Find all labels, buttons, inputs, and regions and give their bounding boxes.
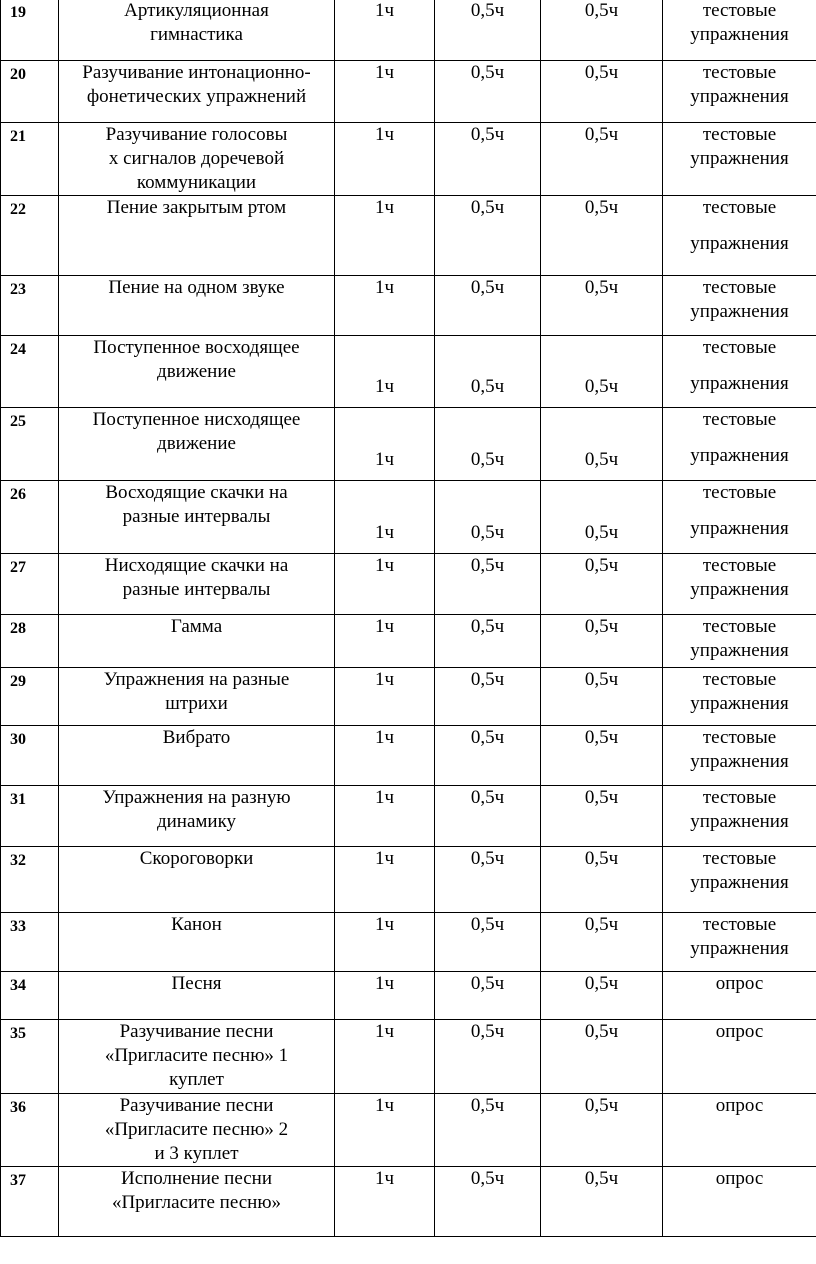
row-number: 35 — [1, 1020, 59, 1094]
table-row — [1, 276, 816, 336]
hours-total: 1ч — [335, 0, 435, 61]
hours-practice: 0,5ч — [541, 554, 663, 615]
control-form: тестовые упражнения — [663, 726, 816, 786]
hours-theory: 0,5ч — [435, 123, 541, 196]
hours-practice: 0,5ч — [541, 847, 663, 913]
control-form: тестовые упражнения — [663, 123, 816, 196]
hours-total: 1ч — [335, 913, 435, 972]
table-row — [1, 123, 816, 196]
hours-total: 1ч — [335, 972, 435, 1020]
row-number: 22 — [1, 196, 59, 276]
hours-theory: 0,5ч — [435, 554, 541, 615]
table-row — [1, 196, 816, 276]
hours-total: 1ч — [335, 615, 435, 668]
hours-total: 1ч — [335, 847, 435, 913]
table-row — [1, 913, 816, 972]
hours-practice: 0,5ч — [541, 1094, 663, 1167]
hours-total: 1ч — [335, 123, 435, 196]
table-row — [1, 408, 816, 481]
hours-theory: 0,5ч — [435, 972, 541, 1020]
hours-practice: 0,5ч — [541, 196, 663, 276]
lesson-topic: Артикуляционная гимнастика — [59, 0, 335, 61]
hours-total: 1ч — [335, 408, 435, 481]
hours-practice: 0,5ч — [541, 1167, 663, 1237]
hours-practice: 0,5ч — [541, 1020, 663, 1094]
row-number: 21 — [1, 123, 59, 196]
hours-theory: 0,5ч — [435, 913, 541, 972]
hours-total: 1ч — [335, 726, 435, 786]
table-row — [1, 1094, 816, 1167]
hours-theory: 0,5ч — [435, 276, 541, 336]
hours-theory: 0,5ч — [435, 0, 541, 61]
lesson-topic: Разучивание песни «Пригласите песню» 2 и 3 куплет — [59, 1094, 335, 1167]
control-form: тестовые упражнения — [663, 554, 816, 615]
hours-theory: 0,5ч — [435, 847, 541, 913]
row-number: 25 — [1, 408, 59, 481]
table-row — [1, 336, 816, 408]
row-number: 23 — [1, 276, 59, 336]
hours-practice: 0,5ч — [541, 336, 663, 408]
table-row — [1, 726, 816, 786]
table-row — [1, 786, 816, 847]
lesson-topic: Разучивание песни «Пригласите песню» 1 куплет — [59, 1020, 335, 1094]
row-number: 28 — [1, 615, 59, 668]
hours-theory: 0,5ч — [435, 786, 541, 847]
hours-practice: 0,5ч — [541, 972, 663, 1020]
hours-practice: 0,5ч — [541, 481, 663, 554]
hours-practice: 0,5ч — [541, 668, 663, 726]
row-number: 33 — [1, 913, 59, 972]
table-row — [1, 0, 816, 61]
hours-practice: 0,5ч — [541, 0, 663, 61]
table-row — [1, 1167, 816, 1237]
hours-theory: 0,5ч — [435, 336, 541, 408]
control-form: тестовые упражнения — [663, 196, 816, 276]
hours-theory: 0,5ч — [435, 196, 541, 276]
row-number: 37 — [1, 1167, 59, 1237]
control-form: опрос — [663, 1167, 816, 1237]
control-form: тестовые упражнения — [663, 786, 816, 847]
table-row — [1, 847, 816, 913]
hours-total: 1ч — [335, 336, 435, 408]
hours-theory: 0,5ч — [435, 726, 541, 786]
hours-total: 1ч — [335, 786, 435, 847]
row-number: 36 — [1, 1094, 59, 1167]
hours-theory: 0,5ч — [435, 1094, 541, 1167]
row-number: 19 — [1, 0, 59, 61]
row-number: 29 — [1, 668, 59, 726]
table-row — [1, 668, 816, 726]
hours-practice: 0,5ч — [541, 726, 663, 786]
lesson-topic: Поступенное нисходящее движение — [59, 408, 335, 481]
lesson-topic: Упражнения на разные штрихи — [59, 668, 335, 726]
control-form: тестовые упражнения — [663, 276, 816, 336]
lesson-topic: Поступенное восходящее движение — [59, 336, 335, 408]
hours-theory: 0,5ч — [435, 61, 541, 123]
control-form: опрос — [663, 972, 816, 1020]
row-number: 32 — [1, 847, 59, 913]
row-number: 30 — [1, 726, 59, 786]
hours-total: 1ч — [335, 196, 435, 276]
lesson-topic: Исполнение песни «Пригласите песню» — [59, 1167, 335, 1237]
row-number: 34 — [1, 972, 59, 1020]
lesson-topic: Скороговорки — [59, 847, 335, 913]
hours-practice: 0,5ч — [541, 123, 663, 196]
hours-total: 1ч — [335, 1167, 435, 1237]
hours-total: 1ч — [335, 61, 435, 123]
hours-total: 1ч — [335, 1094, 435, 1167]
control-form: опрос — [663, 1094, 816, 1167]
row-number: 31 — [1, 786, 59, 847]
lesson-topic: Пение на одном звуке — [59, 276, 335, 336]
hours-practice: 0,5ч — [541, 913, 663, 972]
table-row — [1, 1020, 816, 1094]
hours-theory: 0,5ч — [435, 1167, 541, 1237]
hours-practice: 0,5ч — [541, 615, 663, 668]
table-row — [1, 481, 816, 554]
lesson-topic: Песня — [59, 972, 335, 1020]
control-form: тестовые упражнения — [663, 913, 816, 972]
row-number: 27 — [1, 554, 59, 615]
row-number: 26 — [1, 481, 59, 554]
hours-theory: 0,5ч — [435, 481, 541, 554]
hours-total: 1ч — [335, 1020, 435, 1094]
hours-practice: 0,5ч — [541, 276, 663, 336]
table-row — [1, 554, 816, 615]
control-form: тестовые упражнения — [663, 481, 816, 554]
control-form: тестовые упражнения — [663, 615, 816, 668]
table-row — [1, 61, 816, 123]
control-form: тестовые упражнения — [663, 408, 816, 481]
hours-practice: 0,5ч — [541, 786, 663, 847]
hours-total: 1ч — [335, 554, 435, 615]
control-form: опрос — [663, 1020, 816, 1094]
control-form: тестовые упражнения — [663, 336, 816, 408]
hours-practice: 0,5ч — [541, 61, 663, 123]
table-row — [1, 972, 816, 1020]
control-form: тестовые упражнения — [663, 668, 816, 726]
control-form: тестовые упражнения — [663, 847, 816, 913]
lesson-topic: Разучивание голосовы х сигналов доречевой коммуникации — [59, 123, 335, 196]
lesson-topic: Упражнения на разную динамику — [59, 786, 335, 847]
hours-total: 1ч — [335, 481, 435, 554]
row-number: 24 — [1, 336, 59, 408]
hours-total: 1ч — [335, 276, 435, 336]
lesson-topic: Нисходящие скачки на разные интервалы — [59, 554, 335, 615]
lesson-topic: Разучивание интонационно- фонетических упражнений — [59, 61, 335, 123]
hours-practice: 0,5ч — [541, 408, 663, 481]
hours-theory: 0,5ч — [435, 615, 541, 668]
row-number: 20 — [1, 61, 59, 123]
lesson-topic: Гамма — [59, 615, 335, 668]
hours-theory: 0,5ч — [435, 668, 541, 726]
control-form: тестовые упражнения — [663, 61, 816, 123]
hours-total: 1ч — [335, 668, 435, 726]
hours-theory: 0,5ч — [435, 408, 541, 481]
lesson-topic: Пение закрытым ртом — [59, 196, 335, 276]
lesson-topic: Вибрато — [59, 726, 335, 786]
control-form: тестовые упражнения — [663, 0, 816, 61]
lesson-topic: Канон — [59, 913, 335, 972]
hours-theory: 0,5ч — [435, 1020, 541, 1094]
lesson-topic: Восходящие скачки на разные интервалы — [59, 481, 335, 554]
table-row — [1, 615, 816, 668]
